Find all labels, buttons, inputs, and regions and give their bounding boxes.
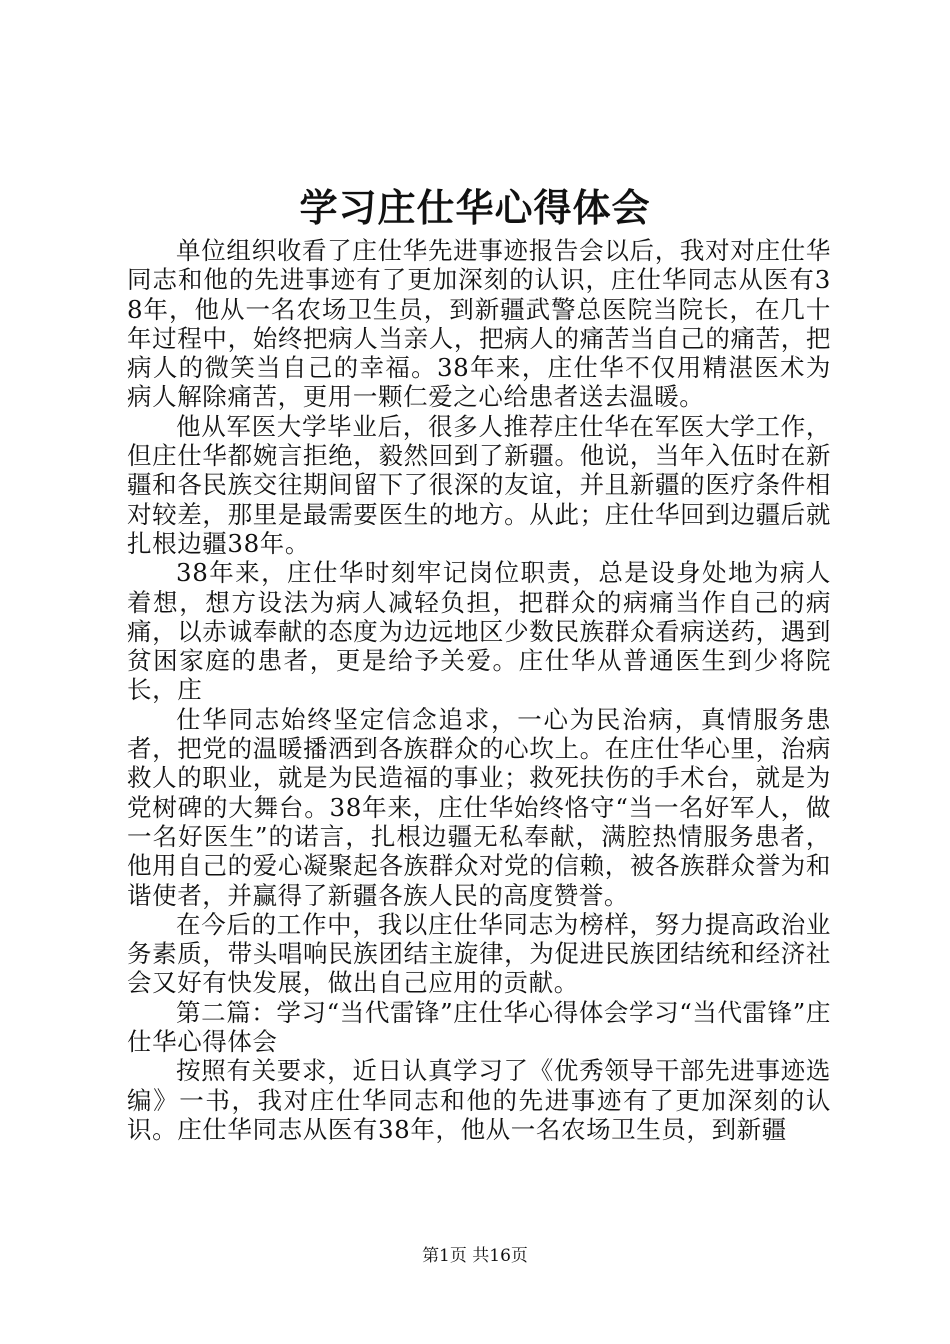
paragraph: 他从军医大学毕业后，很多人推荐庄仕华在军医大学工作，但庄仕华都婉言拒绝，毅然回到了新疆。他说，当年入伍时在新疆和各民族交往期间留下了很深的友谊，并且新疆的医疗条件相对较差，那里是最需要医生的地方。从此；庄仕华回到边疆后就扎根边疆38年。 <box>127 411 831 558</box>
paragraph: 在今后的工作中，我以庄仕华同志为榜样，努力提高政治业务素质，带头唱响民族团结主旋律，为促进民族团结统和经济社会又好有快发展，做出自己应用的贡献。 <box>127 909 831 998</box>
paragraph: 单位组织收看了庄仕华先进事迹报告会以后，我对对庄仕华同志和他的先进事迹有了更加深刻的认识，庄仕华同志从医有38年，他从一名农场卫生员，到新疆武警总医院当院长，在几十年过程中，始终把病人当亲人，把病人的痛苦当自己的痛苦，把病人的微笑当自己的幸福。38年来，庄仕华不仅用精湛医术为病人解除痛苦，更用一颗仁爱之心给患者送去温暖。 <box>127 236 831 412</box>
page-number-footer: 第1页 共16页 <box>422 1246 528 1266</box>
paragraph: 按照有关要求，近日认真学习了《优秀领导干部先进事迹选编》一书，我对庄仕华同志和他的先进事迹有了更加深刻的认识。庄仕华同志从医有38年，他从一名农场卫生员，到新疆 <box>127 1056 831 1144</box>
section-heading: 第二篇：学习“当代雷锋”庄仕华心得体会学习“当代雷锋”庄仕华心得体会 <box>127 997 831 1057</box>
paragraph: 38年来，庄仕华时刻牢记岗位职责，总是设身处地为病人着想，想方设法为病人减轻负担，把群众的病痛当作自己的病痛，以赤诚奉献的态度为边远地区少数民族群众看病送药，遇到贫困家庭的患者，更是给予关爱。庄仕华从普通医生到少将院长，庄 <box>127 558 831 705</box>
paragraph: 仕华同志始终坚定信念追求，一心为民治病，真情服务患者，把党的温暖播洒到各族群众的心坎上。在庄仕华心里，治病救人的职业，就是为民造福的事业；救死扶伤的手术台，就是为党树碑的大舞台。38年来，庄仕华始终恪守“当一名好军人，做一名好医生”的诺言，扎根边疆无私奉献，满腔热情服务患者，他用自己的爱心凝聚起各族群众对党的信赖，被各族群众誉为和谐使者，并赢得了新疆各族人民的高度赞誉。 <box>127 704 831 910</box>
document-body <box>127 236 831 1144</box>
document-title: 学习庄仕华心得体会 <box>299 185 651 230</box>
